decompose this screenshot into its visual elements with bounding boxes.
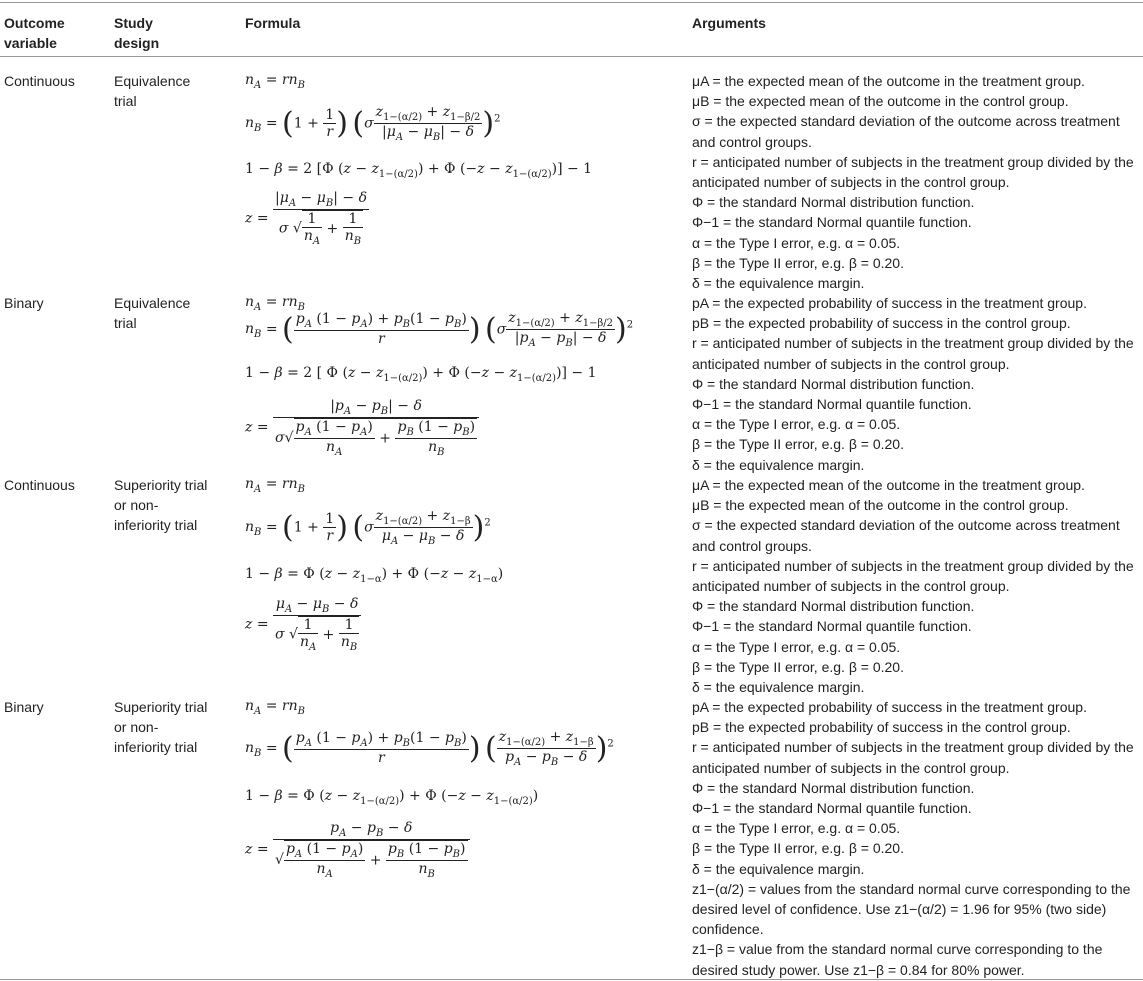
arg: σ = the expected standard deviation of the outcome across treatment and control groups. xyxy=(692,113,1120,150)
formula-power: 1 − β = Φ $(z - z_{1-(\alpha/2)}) + \Phi$ $(-z - z_{1-(\alpha/2)})$ xyxy=(245,788,539,807)
arg: Φ−1 = the standard Normal quantile function. xyxy=(692,800,972,817)
header-design: Study design xyxy=(114,15,160,51)
formula-z: z = $|p_A - p_B| - \delta$ σ√ $\frac{p_A (1 - p_A)}{n_A}$ + $\frac{p_B (1 - p_B)}{n_B}$ xyxy=(245,398,479,457)
formula-nB: $n_B = (1$ + $\frac{1}{r}$ ) (σ $\frac{z_{1-(\alpha/2)} + z_{1-\beta}}{\mu_A - \mu_B - \delta}$ )$^2$ xyxy=(245,508,491,547)
arg: Φ = the standard Normal distribution function. xyxy=(692,779,975,796)
row2-outcome: Binary xyxy=(4,295,44,311)
arg: Φ−1 = the standard Normal quantile function. xyxy=(692,396,972,413)
arg: δ = the equivalence margin. xyxy=(692,860,865,877)
arg: β = the Type II error, e.g. β = 0.20. xyxy=(692,840,904,857)
arg: pA = the expected probability of success in the treatment group. xyxy=(692,699,1087,715)
formula-nB: $n_B$ = ( $\frac{p_A (1 - p_A) + p_B(1 - p_B)}{r}$ ) (σ $\frac{z_{1-(\alpha/2)} + z_{1-\beta/2}}{|p_A - p_B| - \delta}$ )$^2$ xyxy=(245,310,634,349)
arg: β = the Type II error, e.g. β = 0.20. xyxy=(692,658,904,675)
header-outcome: Outcome variable xyxy=(4,15,65,51)
arg: Φ−1 = the standard Normal quantile function. xyxy=(692,214,972,231)
formula-power: 1 − β = Φ $(z - z_{1-\alpha}) + \Phi$ $(-z - z_{1-\alpha})$ xyxy=(245,566,504,585)
row4-arguments xyxy=(692,697,1142,980)
arg: α = the Type I error, e.g. α = 0.05. xyxy=(692,234,901,251)
arg: Φ = the standard Normal distribution function. xyxy=(692,375,975,392)
arg: r = anticipated number of subjects in the treatment group divided by the anticipated number of subjects in the control group. xyxy=(692,335,1134,372)
row1-outcome: Continuous xyxy=(4,73,75,89)
formula-nA: $n_A = rn_B$ xyxy=(245,698,305,717)
arg: r = anticipated number of subjects in the treatment group divided by the anticipated number of subjects in the control group. xyxy=(692,557,1134,595)
arg: Φ = the standard Normal distribution function. xyxy=(692,598,975,615)
arg: δ = the equivalence margin. xyxy=(692,275,865,292)
row1-arguments xyxy=(692,71,1142,293)
arg: μB = the expected mean of the outcome in the control group. xyxy=(692,497,1069,514)
row1-design: Equivalence trial xyxy=(114,73,191,109)
arg: pB = the expected probability of success in the control group. xyxy=(692,315,1071,332)
top-rule xyxy=(0,2,1143,3)
header-rule xyxy=(0,56,1143,57)
formula-z: z = $\mu_A - \mu_B - \delta$ σ √ $\frac{1}{n_A}$ + $\frac{1}{n_B}$ xyxy=(245,596,361,653)
arg: σ = the expected standard deviation of the outcome across treatment and control groups. xyxy=(692,517,1120,554)
arg: β = the Type II error, e.g. β = 0.20. xyxy=(692,436,904,453)
formula-nA: $n_A = rn_B$ xyxy=(245,476,305,495)
arg: z1−β = value from the standard normal curve corresponding to the desired study power. Use z1−β = 0.84 for 80% power. xyxy=(692,941,1103,978)
formula-z: z = $p_A - p_B - \delta$ √ $\frac{p_A (1 - p_A)}{n_A}$ + $\frac{p_B (1 - p_B)}{n_B}$ xyxy=(245,820,470,879)
arg: β = the Type II error, e.g. β = 0.20. xyxy=(692,254,904,271)
arg: α = the Type I error, e.g. α = 0.05. xyxy=(692,638,901,655)
formula-nB: $n_B = (1$ + $\frac{1}{r}$ ) (σ $\frac{z_{1-(\alpha/2)} + z_{1-\beta/2}}{|\mu_A - \mu_B| - \delta}$ )$^2$ xyxy=(245,104,501,143)
arg: μA = the expected mean of the outcome in the treatment group. xyxy=(692,477,1085,493)
arg: pA = the expected probability of success in the treatment group. xyxy=(692,295,1087,311)
row4-outcome: Binary xyxy=(4,699,44,715)
arg: α = the Type I error, e.g. α = 0.05. xyxy=(692,416,901,433)
arg: Φ−1 = the standard Normal quantile function. xyxy=(692,618,972,635)
arg: r = anticipated number of subjects in the treatment group divided by the anticipated number of subjects in the control group. xyxy=(692,153,1134,191)
header-arguments: Arguments xyxy=(692,15,766,31)
arg: Φ = the standard Normal distribution function. xyxy=(692,194,975,211)
formula-z: z = $|\mu_A - \mu_B| - \delta$ σ √ $\frac{1}{n_A}$ + $\frac{1}{n_B}$ xyxy=(245,190,367,247)
row3-design: Superiority trial or non-inferiority trial xyxy=(114,477,208,533)
formula-nB: $n_B$ = ( $\frac{p_A (1 - p_A) + p_B(1 - p_B)}{r}$ ) ( $\frac{z_{1-(\alpha/2)} + z_{1-\beta}}{p_A - p_B - \delta}$ )$^2$ xyxy=(245,729,614,768)
arg: δ = the equivalence margin. xyxy=(692,456,865,473)
row4-design: Superiority trial or non-inferiority trial xyxy=(114,699,208,755)
row2-arguments xyxy=(692,293,1142,475)
header-formula: Formula xyxy=(245,15,301,31)
arg: μB = the expected mean of the outcome in the control group. xyxy=(692,93,1069,110)
row3-arguments xyxy=(692,475,1142,697)
arg: α = the Type I error, e.g. α = 0.05. xyxy=(692,820,901,837)
row3-outcome: Continuous xyxy=(4,477,75,493)
row2-design: Equivalence trial xyxy=(114,295,191,331)
formula-nA: $n_A = rn_B$ xyxy=(245,294,305,313)
arg: μA = the expected mean of the outcome in the treatment group. xyxy=(692,73,1085,89)
formula-nA: $n_A = rn_B$ xyxy=(245,72,305,91)
formula-power: 1 − β = 2 [ Φ $(z - z_{1-(\alpha/2)}) + \Phi$ $(-z - z_{1-(\alpha/2)})] - 1$ xyxy=(245,365,597,384)
arg: z1−(α/2) = values from the standard normal curve corresponding to the desired level of confidence. Use z1−(α/2) = 1.96 for 95% (two side) confidence. xyxy=(692,880,1131,938)
arg: pB = the expected probability of success in the control group. xyxy=(692,719,1071,736)
arg: r = anticipated number of subjects in the treatment group divided by the anticipated number of subjects in the control group. xyxy=(692,739,1134,776)
formula-power: 1 − β = 2 [Φ $(z - z_{1-(\alpha/2)}) + \Phi$ $(-z - z_{1-(\alpha/2)})] - 1$ xyxy=(245,161,593,180)
arg: δ = the equivalence margin. xyxy=(692,679,865,696)
